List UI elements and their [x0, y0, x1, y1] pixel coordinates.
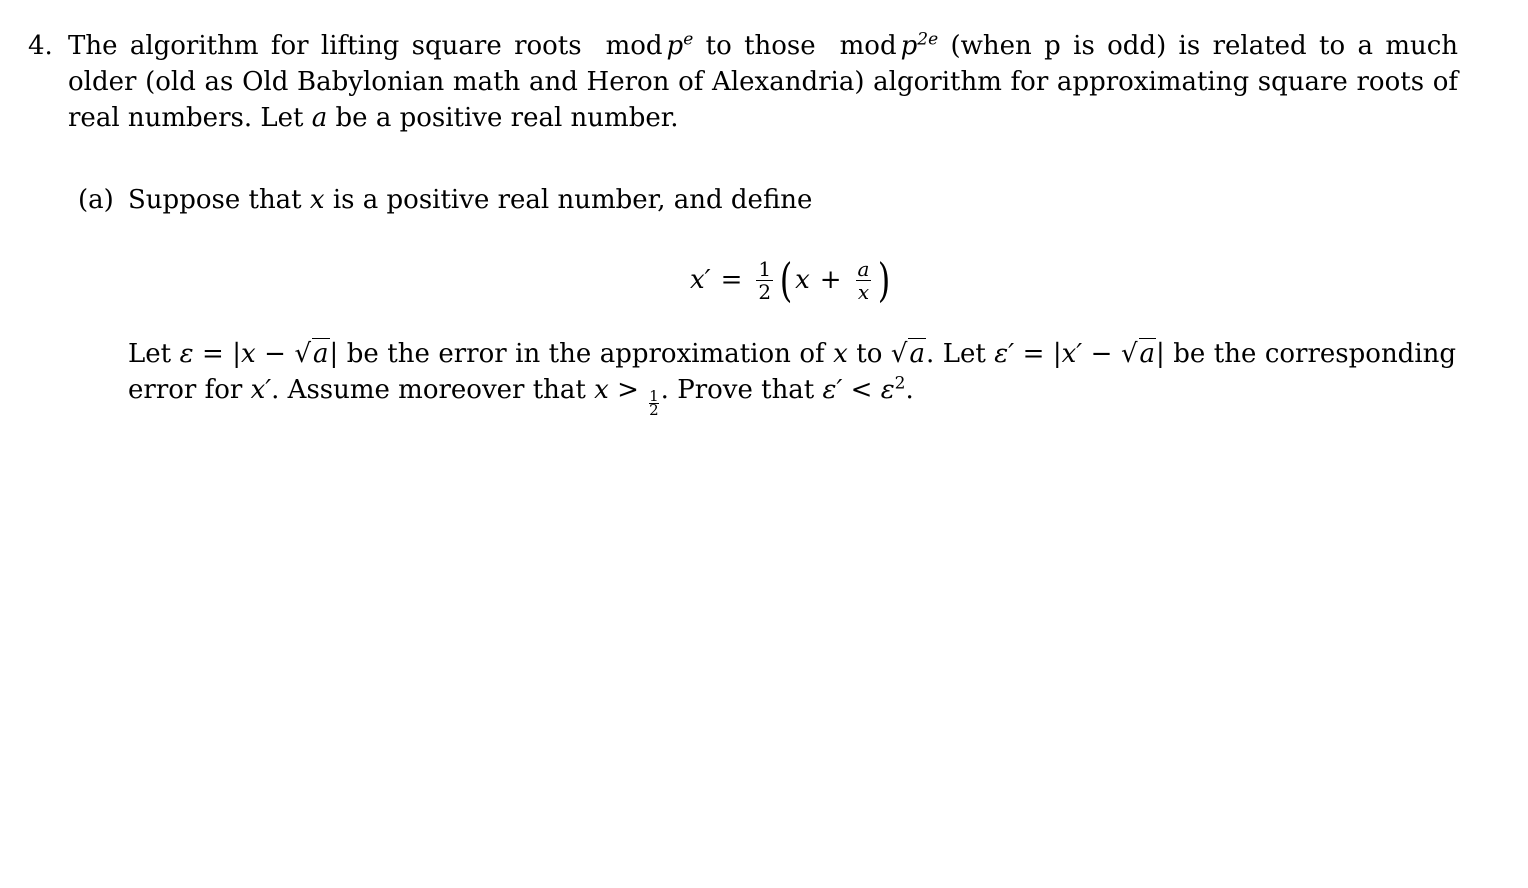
radicand: a: [313, 339, 329, 369]
math-p: p: [666, 31, 684, 61]
radicand: a: [909, 339, 925, 369]
mod-operator: mod: [605, 31, 663, 61]
epsilon-definition: ε = |x −: [179, 339, 295, 369]
body-text-segment: . Prove that: [660, 375, 815, 405]
problem-text-segment: (when p is odd) is related to a much older (old as Old Babylonian math and Heron of Alexandria) algorithm for approximating square roots of real numbers. Let: [68, 31, 1459, 133]
fraction-numerator: 1: [758, 256, 772, 281]
left-paren: (: [779, 253, 793, 307]
math-x-prime: x′: [250, 375, 272, 405]
math-x: x: [795, 265, 810, 295]
part-a: [78, 182, 1458, 218]
body-text-segment: . Assume moreover that: [271, 375, 586, 405]
math-exponent: 2: [894, 373, 906, 394]
formula-equals: =: [720, 265, 743, 295]
sqrt-a: [1121, 336, 1156, 372]
problem-number: 4.: [28, 31, 53, 61]
right-paren: ): [878, 253, 891, 307]
radical-sign: √: [1120, 339, 1138, 369]
math-x: x: [833, 339, 848, 369]
body-text-segment: . Let: [925, 339, 986, 369]
fraction-numerator: a: [857, 256, 870, 281]
epsilon-prime-definition: ε′ = |x′ −: [994, 339, 1121, 369]
part-intro: [128, 182, 1458, 218]
math-exponent: e: [683, 29, 694, 50]
fraction-denominator: 2: [758, 279, 772, 304]
fraction-denominator: 2: [649, 401, 659, 419]
problem-4: [28, 28, 1458, 136]
sqrt-a: [891, 336, 926, 372]
part-text-segment: Suppose that: [128, 185, 302, 215]
fraction-denominator: x: [857, 279, 870, 304]
body-text-segment: | be the corresponding error for: [128, 339, 1457, 405]
radicand: a: [1139, 339, 1156, 369]
problem-statement: [68, 28, 1458, 136]
fraction-a-over-x: [856, 258, 872, 303]
formula-plus: +: [819, 265, 842, 295]
formula-lhs: x′: [690, 265, 711, 295]
body-text-segment: Let: [128, 339, 172, 369]
math-p: p: [900, 31, 918, 61]
problem-text-segment: to those: [705, 31, 816, 61]
mod-operator: mod: [839, 31, 897, 61]
math-a: a: [311, 103, 328, 133]
radical-sign: √: [890, 339, 908, 369]
problem-text-segment: The algorithm for lifting square roots: [68, 31, 582, 61]
math-x: x: [309, 185, 325, 215]
fraction-one-half: [756, 258, 773, 303]
sqrt-a: [294, 336, 329, 372]
part-label: (a): [78, 185, 114, 215]
fraction-numerator: 1: [649, 387, 659, 405]
display-formula: [690, 248, 893, 312]
math-exponent: 2e: [917, 29, 939, 50]
inequality: ε′ < ε: [822, 375, 895, 405]
body-text-segment: .: [905, 375, 914, 405]
part-text-segment: is a positive real number, and define: [332, 185, 813, 215]
math-x-greater: x >: [594, 375, 639, 405]
problem-text-segment: be a positive real number.: [335, 103, 679, 133]
part-a-body: [128, 336, 1456, 417]
radical-sign: √: [294, 339, 312, 369]
body-text-segment: | be the error in the approximation of: [329, 339, 825, 369]
body-text-segment: to: [856, 339, 883, 369]
inline-fraction-one-half: [649, 387, 659, 419]
